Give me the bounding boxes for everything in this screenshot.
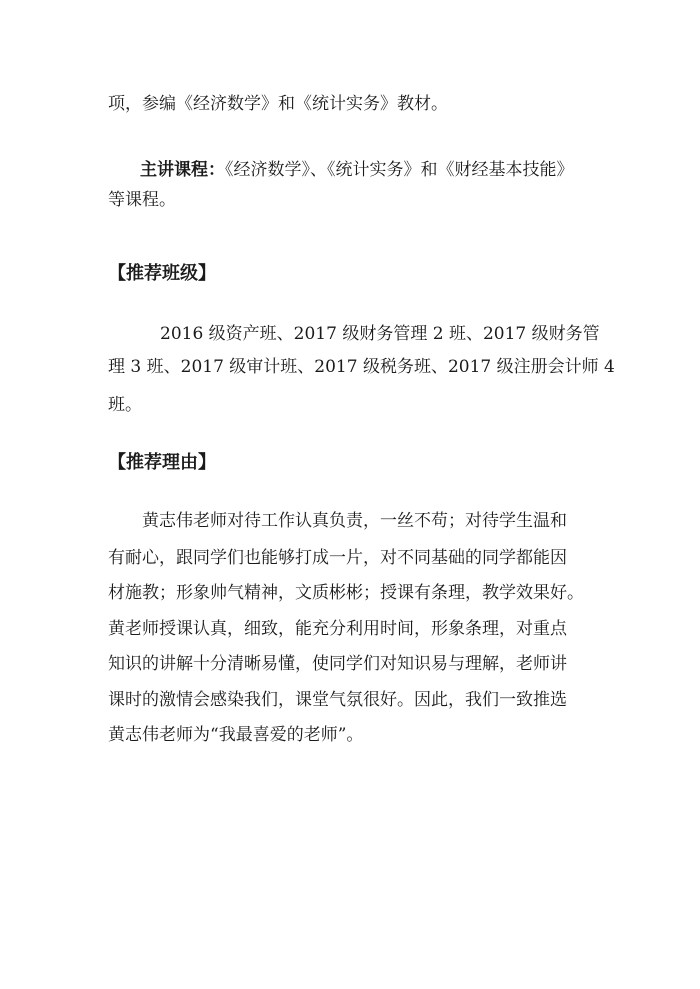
courses-label: 主讲课程： bbox=[140, 160, 225, 180]
reasons-line: 黄志伟老师为“我最喜爱的老师”。 bbox=[108, 725, 364, 745]
reasons-heading: 【推荐理由】 bbox=[108, 452, 216, 473]
classes-line: 2016 级资产班、2017 级财务管理 2 班、2017 级财务管 bbox=[160, 324, 600, 344]
reasons-line: 材施教；形象帅气精神，文质彬彬；授课有条理，教学效果好。 bbox=[108, 583, 584, 603]
reasons-line: 有耐心，跟同学们也能够打成一片，对不同基础的同学都能因 bbox=[108, 548, 567, 568]
reasons-line: 黄志伟老师对待工作认真负责，一丝不苟；对待学生温和 bbox=[142, 511, 567, 531]
recommended-classes-heading: 【推荐班级】 bbox=[108, 263, 216, 284]
reasons-line: 课时的激情会感染我们，课堂气氛很好。因此，我们一致推选 bbox=[108, 690, 567, 710]
classes-line: 理 3 班、2017 级审计班、2017 级税务班、2017 级注册会计师 4 bbox=[108, 357, 615, 377]
classes-line: 班。 bbox=[108, 395, 142, 415]
courses-list: 《经济数学》、《统计实务》和《财经基本技能》 bbox=[225, 160, 574, 180]
intro-tail-text: 项，参编《经济数学》和《统计实务》教材。 bbox=[108, 94, 448, 114]
courses-line-1 bbox=[140, 159, 574, 181]
courses-line-2: 等课程。 bbox=[108, 190, 176, 210]
reasons-line: 知识的讲解十分清晰易懂，使同学们对知识易与理解，老师讲 bbox=[108, 654, 567, 674]
reasons-line: 黄老师授课认真，细致，能充分利用时间，形象条理，对重点 bbox=[108, 619, 567, 639]
